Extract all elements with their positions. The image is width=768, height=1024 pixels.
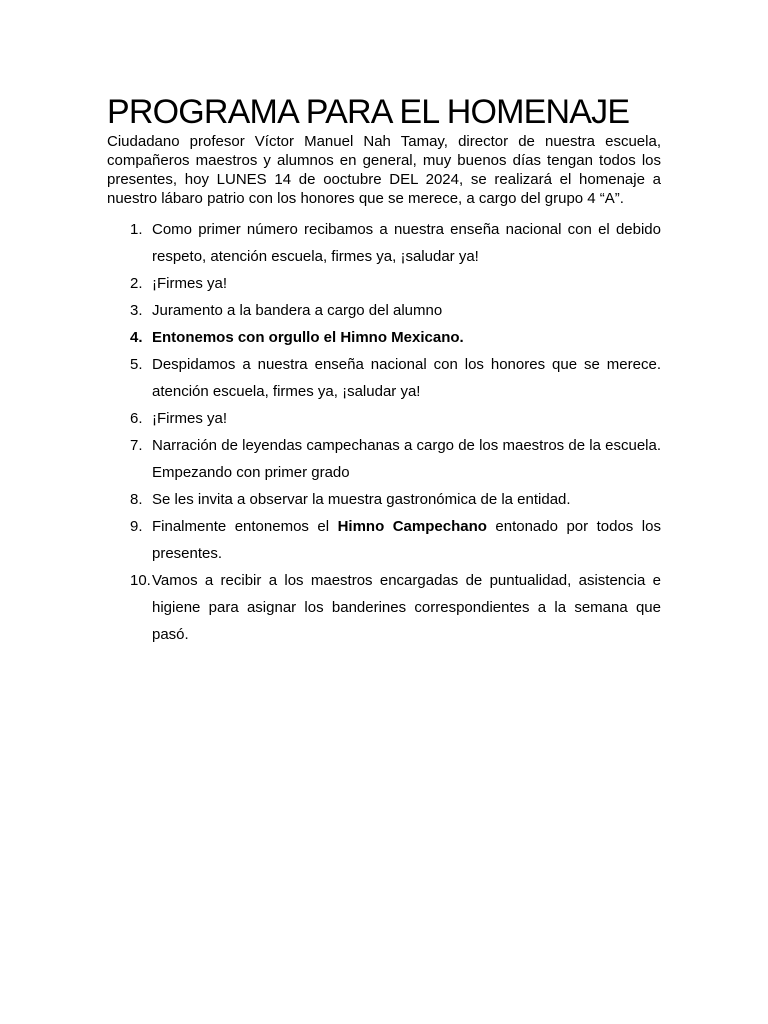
- item-text: Despidamos a nuestra enseña nacional con los honores que se merece. atención escuela, firmes ya, ¡saludar ya!: [152, 356, 661, 400]
- item-number: 7.: [130, 437, 143, 454]
- item-number: 1.: [130, 221, 143, 238]
- program-item-6: [107, 405, 661, 432]
- program-item-3: [107, 297, 661, 324]
- item-text: Entonemos con orgullo el Himno Mexicano.: [152, 329, 464, 346]
- item-number: 2.: [130, 275, 143, 292]
- program-item-2: [107, 270, 661, 297]
- item-text-bold: Himno Campechano: [337, 518, 487, 535]
- item-text: Se les invita a observar la muestra gastronómica de la entidad.: [152, 491, 571, 508]
- item-number: 3.: [130, 302, 143, 319]
- item-text: Como primer número recibamos a nuestra enseña nacional con el debido respeto, atención escuela, firmes ya, ¡saludar ya!: [152, 221, 661, 265]
- item-text: ¡Firmes ya!: [152, 410, 227, 427]
- program-item-4: [107, 324, 661, 351]
- item-text: Juramento a la bandera a cargo del alumno: [152, 302, 443, 319]
- item-number: 9.: [130, 518, 143, 535]
- program-item-10: [107, 567, 661, 648]
- intro-paragraph: Ciudadano profesor Víctor Manuel Nah Tamay, director de nuestra escuela, compañeros maestros y alumnos en general, muy buenos días tengan todos los presentes, hoy LUNES 14 de ooctubre DEL 2024, se realizará el homenaje a nuestro lábaro patrio con los honores que se merece, a cargo del grupo 4 “A”.: [107, 133, 661, 207]
- item-number: 4.: [130, 329, 143, 346]
- item-number: 6.: [130, 410, 143, 427]
- item-number: 8.: [130, 491, 143, 508]
- program-item-7: [107, 432, 661, 486]
- item-text-before: Finalmente entonemos el: [152, 518, 338, 535]
- item-number: 5.: [130, 356, 143, 373]
- item-text: Narración de leyendas campechanas a cargo de los maestros de la escuela. Empezando con primer grado: [152, 437, 661, 481]
- item-text: ¡Firmes ya!: [152, 275, 227, 292]
- program-item-8: [107, 486, 661, 513]
- program-item-1: [107, 216, 661, 270]
- item-text: Vamos a recibir a los maestros encargadas de puntualidad, asistencia e higiene para asignar los banderines correspondientes a la semana que pasó.: [152, 572, 661, 643]
- document-title: PROGRAMA PARA EL HOMENAJE: [107, 93, 630, 131]
- document-page: [107, 92, 661, 648]
- program-list: [107, 216, 661, 648]
- item-number: 10.: [130, 572, 151, 589]
- program-item-9: [107, 513, 661, 567]
- item-text-after: entonado por todos los presentes.: [152, 518, 661, 562]
- program-item-5: [107, 351, 661, 405]
